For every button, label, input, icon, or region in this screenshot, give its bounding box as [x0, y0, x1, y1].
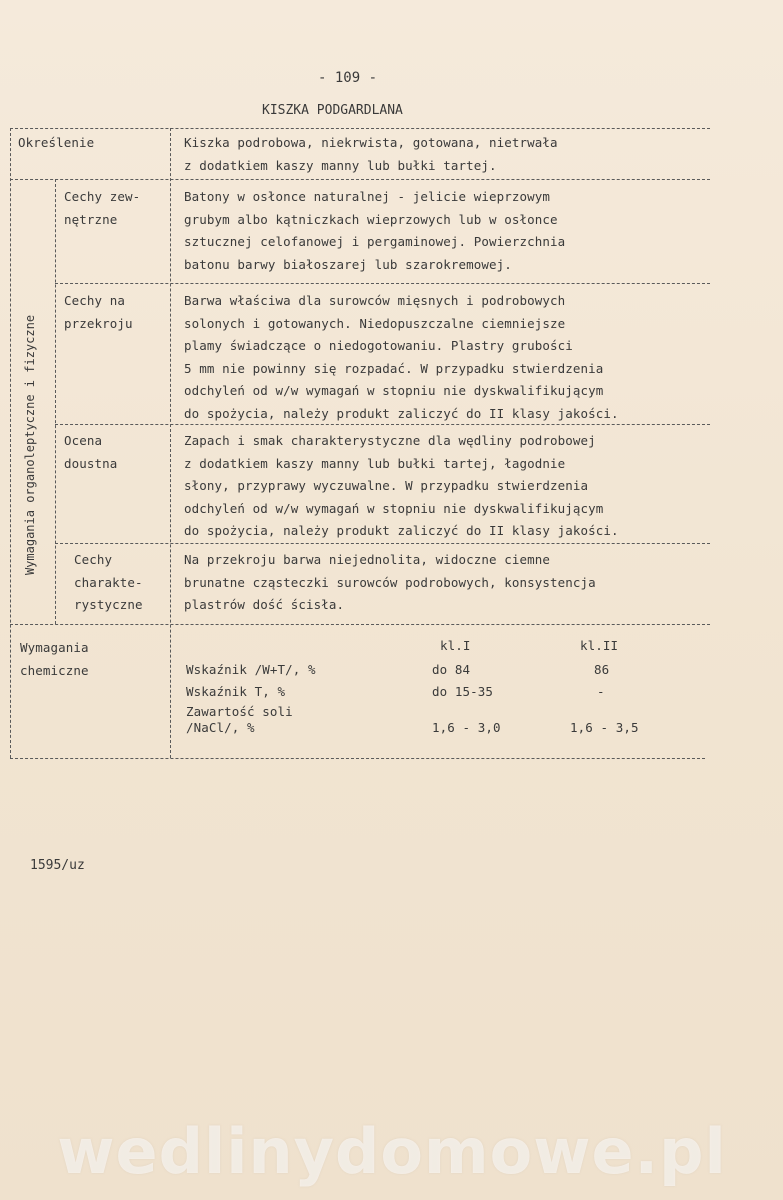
text-line: sztucznej celofanowej i pergaminowej. Powierzchnia	[184, 234, 566, 249]
label-line: przekroju	[64, 315, 133, 331]
chem-item-name	[186, 704, 293, 736]
label-line: nętrzne	[64, 211, 118, 227]
text-line: z dodatkiem kaszy manny lub bułki tartej.	[184, 157, 497, 173]
row-divider-ocena	[55, 543, 710, 544]
chem-item-kl2: 86	[594, 662, 610, 677]
group-label-organoleptyczne: Wymagania organoleptyczne i fizyczne	[23, 314, 37, 576]
row-divider-organoleptyczne	[10, 624, 710, 625]
row-divider-okreslenie	[10, 179, 710, 180]
chem-item-kl2: -	[597, 684, 605, 699]
text-line: plastrów dość ścisła.	[184, 597, 345, 612]
text-line: odchyleń od w/w wymagań w stopniu nie dyskwalifikującym	[184, 383, 604, 398]
text-line: słony, przyprawy wyczuwalne. W przypadku stwierdzenia	[184, 478, 589, 493]
label-okreslenie: Określenie	[18, 135, 95, 150]
label-line: Cechy zew-	[64, 189, 141, 204]
content-column-divider	[170, 128, 171, 758]
text-zewnetrzne	[184, 186, 565, 276]
text-line: do spożycia, należy produkt zaliczyć do II klasy jakości.	[184, 523, 619, 538]
label-line: Wymagania	[20, 640, 89, 655]
subgroup-divider	[55, 179, 56, 624]
row-divider-zewnetrzne	[55, 283, 710, 284]
label-line: doustna	[64, 455, 118, 471]
chem-item-kl1: do 84	[432, 662, 471, 677]
text-line: 5 mm nie powinny się rozpadać. W przypadku stwierdzenia	[184, 360, 604, 376]
text-line: plamy świadczące o niedogotowaniu. Plastry grubości	[184, 338, 573, 353]
label-line: Cechy na	[64, 293, 126, 308]
label-line: rystyczne	[74, 597, 143, 612]
label-chemiczne	[20, 637, 89, 682]
label-zewnetrzne	[64, 186, 140, 231]
text-okreslenie	[184, 132, 558, 177]
text-line: do spożycia, należy produkt zaliczyć do II klasy jakości.	[184, 405, 619, 421]
text-line: odchyleń od w/w wymagań w stopniu nie dyskwalifikującym	[184, 500, 604, 516]
document-code: 1595/uz	[30, 858, 85, 873]
label-line: charakte-	[74, 574, 143, 590]
text-line: z dodatkiem kaszy manny lub bułki tartej, łagodnie	[184, 455, 566, 471]
text-line: brunatne cząsteczki surowców podrobowych, konsystencja	[184, 574, 596, 590]
col-header-kl1: kl.I	[440, 638, 471, 653]
chem-item-kl1: 1,6 - 3,0	[432, 720, 501, 735]
text-ocena	[184, 430, 619, 543]
text-przekroj	[184, 290, 619, 425]
chem-item-kl1: do 15-35	[432, 684, 494, 699]
page-number: - 109 -	[318, 70, 378, 86]
table-border-bottom	[10, 758, 705, 759]
text-line: batonu barwy białoszarej lub szarokremowej.	[184, 256, 512, 272]
chem-item-name: Wskaźnik T, %	[186, 684, 286, 699]
watermark-logo: wedlinydomowe.pl	[57, 1115, 727, 1188]
text-charakterystyczne	[184, 549, 596, 617]
text-line: Batony w osłonce naturalnej - jelicie wieprzowym	[184, 189, 551, 204]
chem-item-name-line: Zawartość soli	[186, 704, 293, 719]
text-line: Barwa właściwa dla surowców mięsnych i podrobowych	[184, 293, 566, 308]
text-line: solonych i gotowanych. Niedopuszczalne ciemniejsze	[184, 315, 566, 331]
label-przekroj	[64, 290, 133, 335]
chem-item-name-line: /NaCl/, %	[186, 720, 255, 735]
col-header-kl2: kl.II	[580, 638, 619, 653]
label-ocena	[64, 430, 117, 475]
chem-item-kl2: 1,6 - 3,5	[570, 720, 639, 735]
label-line: Cechy	[74, 552, 113, 567]
table-border-top	[10, 128, 710, 129]
text-line: Kiszka podrobowa, niekrwista, gotowana, nietrwała	[184, 135, 558, 150]
label-charakterystyczne	[74, 549, 143, 617]
table-border-left	[10, 128, 11, 758]
text-line: Zapach i smak charakterystyczne dla wędliny podrobowej	[184, 433, 596, 448]
text-line: grubym albo kątniczkach wieprzowych lub w osłonce	[184, 211, 558, 227]
text-line: Na przekroju barwa niejednolita, widoczne ciemne	[184, 552, 551, 567]
label-line: chemiczne	[20, 662, 89, 678]
chem-item-name: Wskaźnik /W+T/, %	[186, 662, 316, 677]
document-title: KISZKA PODGARDLANA	[262, 103, 403, 118]
label-line: Ocena	[64, 433, 103, 448]
